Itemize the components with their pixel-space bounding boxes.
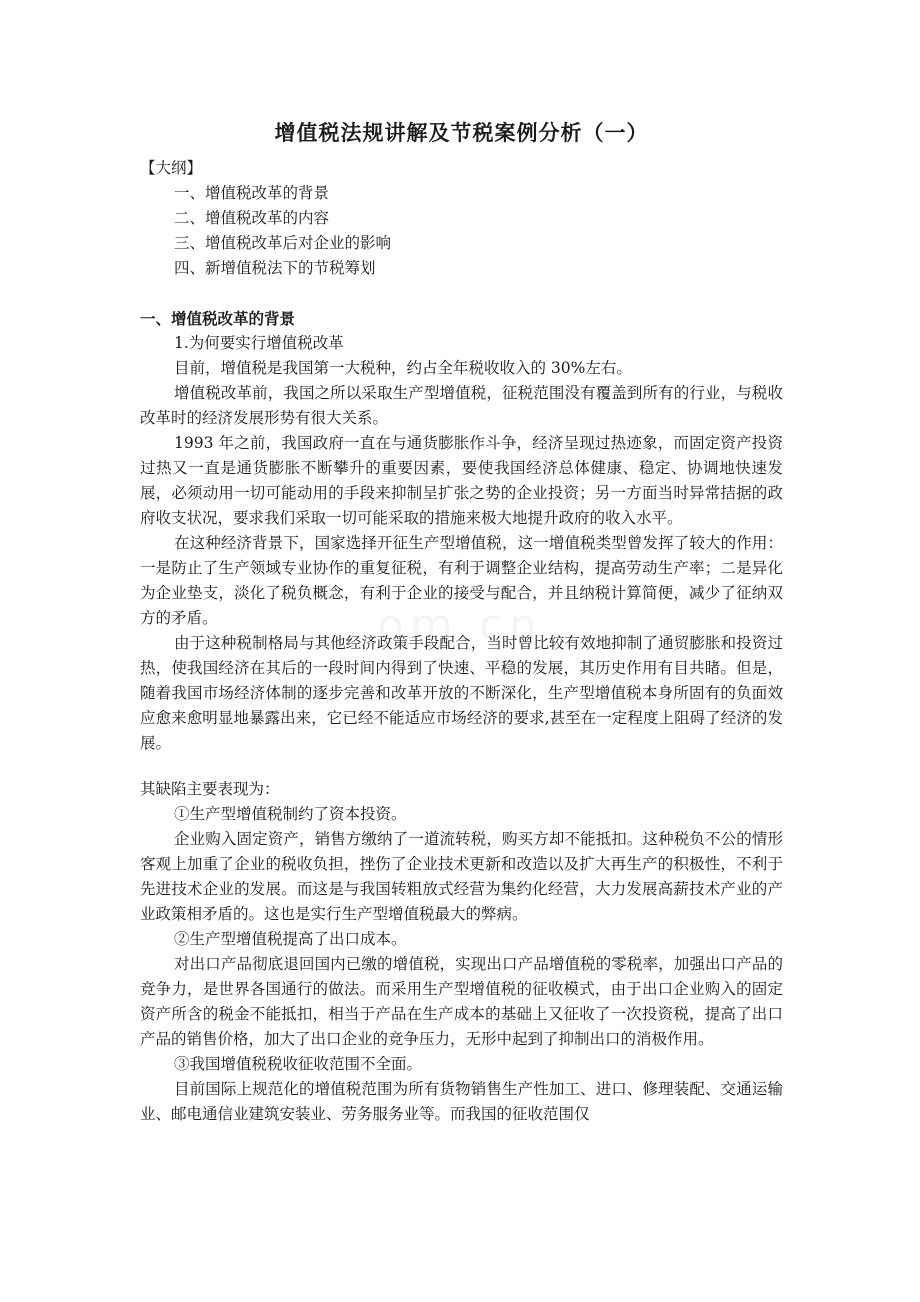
defect-paragraph: 企业购入固定资产，销售方缴纳了一道流转税，购买方却不能抵扣。这种税负不公的情形客观上加重了企业的税收负担，挫伤了企业技术更新和改造以及扩大再生产的积极性，不利于先进技术企业的发展。而这是与我国转粗放式经营为集约化经营，大力发展高薪技术产业的产业政策相矛盾的。这也是实行生产型增值税最大的弊病。 (140, 830, 783, 923)
paragraph: 在这种经济背景下，国家选择开征生产型增值税，这一增值税类型曾发挥了较大的作用：一是防止了生产领域专业协作的重复征税，有利于调整企业结构，提高劳动生产率；二是异化为企业垫支，淡化了税负概念，有利于企业的接受与配合，并且纳税计算简便，减少了征纳双方的矛盾。 (140, 534, 783, 627)
paragraph: 由于这种税制格局与其他经济政策手段配合，当时曾比较有效地抑制了通贸膨胀和投资过热，使我国经济在其后的一段时间内得到了快速、平稳的发展，其历史作用有目共睹。但是，随着我国市场经济体制的逐步完善和改革开放的不断深化，生产型增值税本身所固有的负面效应愈来愈明显地暴露出来，它已经不能适应市场经济的要求,甚至在一定程度上阻碍了经济的发展。 (140, 634, 783, 752)
outline-item: 四、新增值税法下的节税筹划 (174, 259, 376, 277)
defect-paragraph: 对出口产品彻底退回国内已缴的增值税，实现出口产品增值税的零税率，加强出口产品的竞争力，是世界各国通行的做法。而采用生产型增值税的征收模式，由于出口企业购入的固定资产所含的税金不能抵扣，相当于产品在生产成本的基础上又征收了一次投资税，提高了出口产品的销售价格，加大了出口企业的竞争压力，无形中起到了抑制出口的消极作用。 (140, 955, 783, 1048)
section-heading: 一、增值税改革的背景 (140, 309, 296, 328)
defect-title: ①生产型增值税制约了资本投资。 (174, 805, 407, 823)
outline-item: 一、增值税改革的背景 (174, 184, 330, 202)
outline-label: 【大纲】 (140, 159, 203, 177)
subsection-heading: 1.为何要实行增值税改革 (174, 334, 344, 352)
defect-title: ②生产型增值税提高了出口成本。 (174, 930, 407, 948)
document-title: 增值税法规讲解及节税案例分析（一） (274, 120, 649, 145)
paragraph: 1993 年之前，我国政府一直在与通货膨胀作斗争，经济呈现过热迹象，而固定资产投资过热又一直是通货膨胀不断攀升的重要因素，要使我国经济总体健康、稳定、协调地快速发展，必须动用一切可能动用的手段来抑制呈扩张之势的企业投资；另一方面当时异常拮据的政府收支状况，要求我们采取一切可能采取的措施来极大地提升政府的收入水平。 (140, 434, 783, 527)
defects-intro: 其缺陷主要表现为： (140, 780, 280, 798)
paragraph: 目前，增值税是我国第一大税种，约占全年税收收入的 30%左右。 (174, 359, 632, 377)
defect-paragraph: 目前国际上规范化的增值税范围为所有货物销售生产性加工、进口、修理装配、交通运输业、邮电通信业建筑安装业、劳务服务业等。而我国的征收范围仅 (140, 1080, 783, 1123)
spacer (140, 756, 783, 777)
outline-item: 二、增值税改革的内容 (174, 209, 330, 227)
paragraph: 增值税改革前，我国之所以采取生产型增值税，征税范围没有覆盖到所有的行业，与税收改革时的经济发展形势有很大关系。 (140, 384, 783, 427)
outline-item: 三、增值税改革后对企业的影响 (174, 234, 392, 252)
spacer (140, 281, 783, 306)
defect-title: ③我国增值税税收征收范围不全面。 (174, 1055, 423, 1073)
document-page (140, 118, 783, 1127)
